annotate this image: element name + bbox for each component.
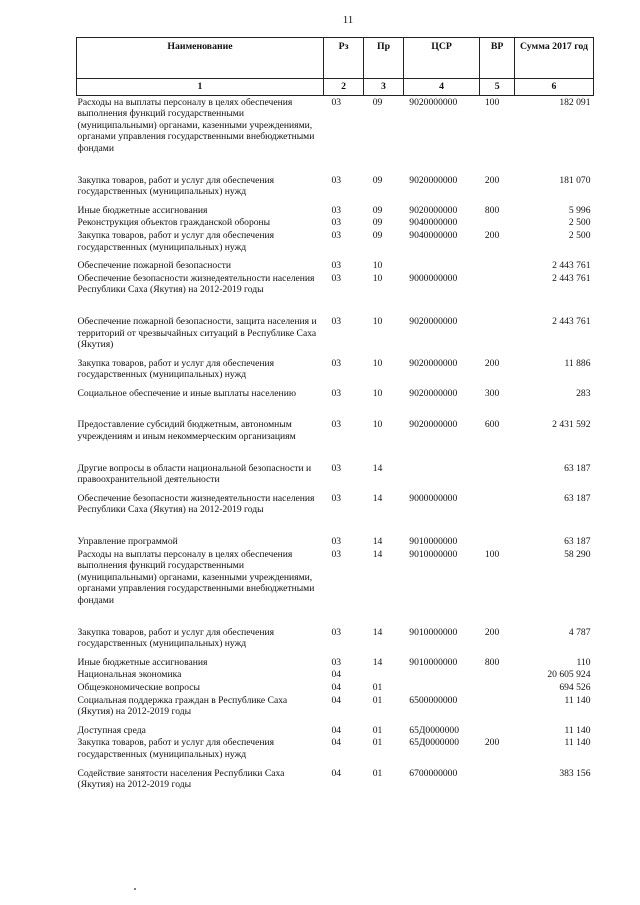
column-number: 6 (514, 79, 593, 96)
row-name: Управление программой (77, 536, 178, 548)
row-name: Закупка товаров, работ и услуг для обеспечения государственных (муниципальных) нужд (77, 357, 275, 381)
budget-table (76, 37, 594, 791)
row-csr: 6700000000 (409, 767, 458, 779)
row-csr: 65Д0000000 (409, 737, 459, 749)
row-csr: 9010000000 (409, 548, 458, 560)
table-row (77, 626, 594, 656)
row-name: Закупка товаров, работ и услуг для обеспечения государственных (муниципальных) нужд (77, 626, 275, 650)
row-csr (403, 668, 480, 681)
column-number: 5 (480, 79, 515, 96)
row-sum: 63 187 (564, 492, 591, 504)
row-csr: 9040000000 (409, 229, 458, 241)
row-rz: 03 (331, 217, 342, 229)
row-sum: 2 500 (568, 229, 591, 241)
row-pr: 09 (372, 217, 383, 229)
row-vr (480, 272, 515, 315)
row-pr: 10 (372, 419, 383, 431)
row-rz: 03 (331, 656, 342, 668)
row-csr: 9020000000 (409, 357, 458, 369)
row-vr (480, 462, 515, 492)
row-pr: 14 (372, 462, 383, 474)
column-number-row (77, 79, 594, 96)
column-number: 3 (364, 79, 404, 96)
table-row (77, 259, 594, 272)
row-name: Закупка товаров, работ и услуг для обеспечения государственных (муниципальных) нужд (77, 737, 275, 760)
table-row (77, 357, 594, 387)
row-csr: 9020000000 (409, 204, 458, 216)
row-rz: 03 (331, 387, 342, 399)
row-rz: 03 (331, 174, 342, 186)
table-row (77, 315, 594, 357)
row-pr: 10 (372, 315, 383, 327)
row-name: Социальная поддержка граждан в Республике Саха (Якутия) на 2012-2019 годы (77, 694, 288, 718)
row-vr (480, 259, 515, 272)
table-row (77, 767, 594, 791)
table-header-row (77, 38, 594, 79)
row-pr: 09 (372, 204, 383, 216)
row-vr: 800 (484, 204, 500, 216)
header-vr: ВР (480, 38, 515, 79)
column-number: 2 (323, 79, 363, 96)
row-vr (480, 724, 515, 737)
row-csr: 9020000000 (409, 387, 458, 399)
row-csr: 9010000000 (409, 656, 458, 668)
table-row (77, 387, 594, 419)
row-name: Реконструкция объектов гражданской обороны (77, 217, 271, 229)
table-row (77, 95, 594, 173)
row-rz: 03 (331, 204, 342, 216)
row-vr: 100 (484, 96, 500, 108)
row-vr (480, 216, 515, 229)
row-rz: 03 (331, 548, 342, 560)
row-rz: 04 (331, 767, 342, 779)
table-row (77, 656, 594, 669)
row-name: Обеспечение безопасности жизнедеятельности населения Республики Саха (Якутия) на 2012-2019 годы (77, 492, 315, 516)
row-csr (403, 462, 480, 492)
table-row (77, 548, 594, 626)
row-vr (480, 492, 515, 535)
row-sum: 58 290 (564, 548, 591, 560)
row-sum: 2 443 761 (552, 315, 591, 327)
row-csr: 9000000000 (409, 272, 458, 284)
row-sum: 181 070 (559, 174, 591, 186)
table-row (77, 229, 594, 259)
row-pr: 09 (372, 174, 383, 186)
table-row (77, 681, 594, 694)
table-row (77, 736, 594, 766)
row-pr: 14 (372, 492, 383, 504)
row-name: Обеспечение пожарной безопасности, защита населения и территорий от чрезвычайных ситуаций в Республике Саха (Якутия) (77, 315, 317, 351)
row-pr: 10 (372, 260, 383, 272)
row-rz: 03 (331, 492, 342, 504)
row-rz: 04 (331, 724, 342, 736)
column-number: 1 (77, 79, 324, 96)
row-sum: 5 996 (568, 204, 591, 216)
row-name: Другие вопросы в области национальной безопасности и правоохранительной деятельности (77, 462, 312, 486)
row-sum: 110 (576, 656, 591, 668)
row-csr: 9040000000 (409, 217, 458, 229)
row-csr: 9020000000 (409, 419, 458, 431)
row-pr: 14 (372, 536, 383, 548)
header-rz: Рз (323, 38, 363, 79)
row-sum: 11 886 (564, 357, 591, 369)
table-row (77, 492, 594, 535)
row-vr: 200 (484, 174, 500, 186)
row-csr: 65Д0000000 (409, 724, 459, 736)
row-csr: 9010000000 (409, 626, 458, 638)
row-pr: 14 (372, 656, 383, 668)
header-name: Наименование (77, 38, 324, 79)
row-name: Обеспечение безопасности жизнедеятельности населения Республики Саха (Якутия) на 2012-2019 годы (77, 272, 315, 296)
row-rz: 04 (331, 681, 342, 693)
row-name: Социальное обеспечение и иные выплаты населению (77, 387, 296, 399)
row-rz: 03 (331, 260, 342, 272)
row-sum: 63 187 (564, 536, 591, 548)
row-sum: 2 431 592 (552, 419, 591, 431)
row-sum: 11 140 (564, 724, 591, 736)
row-rz: 03 (331, 315, 342, 327)
row-csr (403, 681, 480, 694)
row-rz: 03 (331, 419, 342, 431)
scan-speck (134, 888, 136, 890)
row-sum: 2 500 (568, 217, 591, 229)
row-sum: 694 526 (559, 681, 591, 693)
row-csr: 9020000000 (409, 96, 458, 108)
row-name: Содействие занятости населения Республики Саха (Якутия) на 2012-2019 годы (77, 767, 285, 791)
row-vr (480, 535, 515, 548)
row-rz: 04 (331, 694, 342, 706)
row-name: Предоставление субсидий бюджетным, автономным учреждениям и иным некоммерческим организациям (77, 419, 296, 443)
row-sum: 283 (576, 387, 591, 399)
header-pr: Пр (364, 38, 404, 79)
row-rz: 03 (331, 536, 342, 548)
row-sum: 11 140 (564, 694, 591, 706)
row-name: Иные бюджетные ассигнования (77, 204, 208, 216)
row-name: Расходы на выплаты персоналу в целях обеспечения выполнения функций государственными (муниципальными) органами, казенными учреждениями, органами управления государственными внебюджетными фондами (77, 96, 315, 154)
column-number: 4 (403, 79, 480, 96)
table-row (77, 668, 594, 681)
row-rz: 03 (331, 96, 342, 108)
row-csr: 9000000000 (409, 492, 458, 504)
row-vr: 300 (484, 387, 500, 399)
table-row (77, 724, 594, 737)
table-body (77, 95, 594, 791)
row-pr: 01 (372, 681, 383, 693)
row-pr: 09 (372, 96, 383, 108)
row-name: Закупка товаров, работ и услуг для обеспечения государственных (муниципальных) нужд (77, 174, 275, 198)
row-vr: 200 (484, 357, 500, 369)
row-vr: 200 (484, 229, 500, 241)
table-row (77, 462, 594, 492)
row-vr (480, 694, 515, 724)
table-row (77, 418, 594, 461)
row-vr: 600 (484, 419, 500, 431)
row-csr (403, 259, 480, 272)
row-name: Обеспечение пожарной безопасности (77, 260, 232, 272)
row-csr: 9010000000 (409, 536, 458, 548)
table-row (77, 204, 594, 217)
row-name: Общеэкономические вопросы (77, 681, 200, 693)
row-rz: 03 (331, 626, 342, 638)
row-pr: 14 (372, 548, 383, 560)
row-pr: 01 (372, 767, 383, 779)
row-rz: 03 (331, 229, 342, 241)
row-vr (480, 668, 515, 681)
row-rz: 03 (331, 357, 342, 369)
row-name: Доступная среда (77, 724, 146, 736)
row-pr: 10 (372, 272, 383, 284)
row-vr (480, 767, 515, 791)
row-rz: 04 (331, 737, 342, 749)
row-pr: 10 (372, 387, 383, 399)
row-sum: 20 605 924 (547, 669, 591, 681)
row-sum: 11 140 (564, 737, 591, 749)
row-sum: 383 156 (559, 767, 591, 779)
row-sum: 2 443 761 (552, 260, 591, 272)
table-row (77, 694, 594, 724)
row-sum: 63 187 (564, 462, 591, 474)
row-pr: 01 (372, 724, 383, 736)
row-sum: 4 787 (568, 626, 591, 638)
table-row (77, 216, 594, 229)
header-csr: ЦСР (403, 38, 480, 79)
row-sum: 2 443 761 (552, 272, 591, 284)
row-pr: 10 (372, 357, 383, 369)
row-rz: 03 (331, 462, 342, 474)
row-vr (480, 681, 515, 694)
row-vr (480, 315, 515, 357)
row-pr: 01 (372, 694, 383, 706)
row-name: Расходы на выплаты персоналу в целях обеспечения выполнения функций государственными (муниципальными) органами, казенными учреждениями, органами управления государственными внебюджетными фондами (77, 548, 315, 606)
row-vr: 200 (484, 737, 500, 749)
row-pr: 01 (372, 737, 383, 749)
row-name: Закупка товаров, работ и услуг для обеспечения государственных (муниципальных) нужд (77, 229, 275, 253)
row-csr: 9020000000 (409, 315, 458, 327)
row-rz: 04 (331, 669, 342, 681)
row-name: Иные бюджетные ассигнования (77, 656, 208, 668)
row-name: Национальная экономика (77, 669, 182, 681)
row-vr: 200 (484, 626, 500, 638)
row-vr: 100 (484, 548, 500, 560)
row-pr: 14 (372, 626, 383, 638)
table-row (77, 174, 594, 204)
page-number: 11 (342, 14, 354, 26)
header-sum: Сумма 2017 год (514, 38, 593, 79)
row-vr: 800 (484, 656, 500, 668)
row-rz: 03 (331, 272, 342, 284)
row-csr: 9020000000 (409, 174, 458, 186)
row-sum: 182 091 (559, 96, 591, 108)
row-pr (364, 668, 404, 681)
row-csr: 6500000000 (409, 694, 458, 706)
table-row (77, 535, 594, 548)
table-row (77, 272, 594, 315)
row-pr: 09 (372, 229, 383, 241)
